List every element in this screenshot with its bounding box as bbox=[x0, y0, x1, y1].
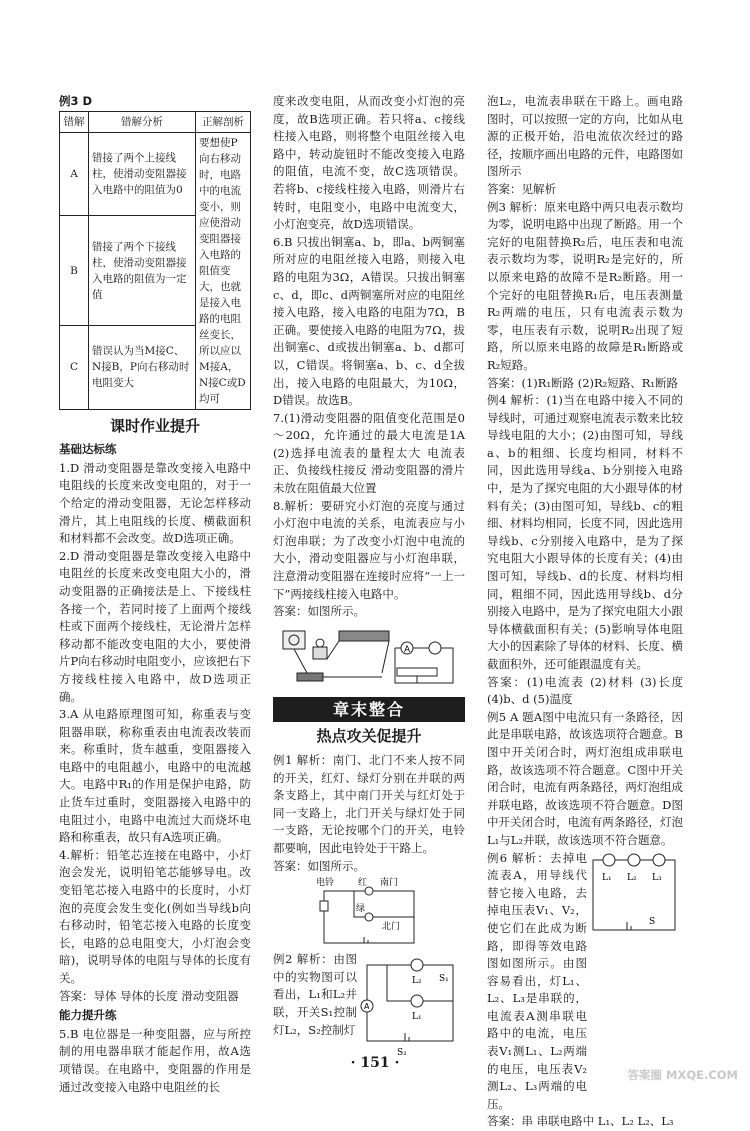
answer-4-result: 答案：导体 导体的长度 滑动变阻器 bbox=[59, 988, 239, 1003]
south-door-label: 南门 bbox=[380, 878, 399, 889]
apparatus-figure bbox=[277, 623, 462, 695]
example-3-head: 例3 D bbox=[59, 94, 93, 108]
example-4-result: 答案：(1)电流表 (2)材料 (3)长度 (4)b、d (5)温度 bbox=[487, 674, 683, 707]
lamp-l2-label: L₂ bbox=[627, 872, 637, 883]
table-row bbox=[60, 132, 251, 216]
series-circuit-figure bbox=[587, 850, 681, 940]
bell-label: 电铃 bbox=[316, 878, 335, 889]
watermark-logo: 答案圈 MXQE.COM bbox=[627, 1068, 738, 1083]
answer-7: 7.(1)滑动变阻器的阻值变化范围是0～20Ω，允许通过的最大电流是1A (2)选择电流表的量程太大 电流表正、负接线柱接反 滑动变阻器的滑片未放在阻值最大位置 bbox=[273, 410, 465, 496]
example-3: 例3 解析：原来电路中两只电表示数均为零，说明电路中出现了断路。用一个完好的电阻替换R₂后，电压表和电流表示数均为零，说明R₂是完好的，所以原来电路的故障不是R₂断路。用一个完好的电阻替换R₁后，电压表测量R₂两端的电压，只有电流表示数为零，电压表有示数，说明R₂出现了短路，所以原来电路的故障是R₁断路或R₂短路。 bbox=[487, 199, 683, 372]
table-header: 错解 bbox=[60, 111, 89, 132]
example-5: 例5 A 题A图中电流只有一条路径，因此是串联电路，故该选项符合题意。B图中开关闭合时，两灯泡组成串联电路，故该选项不符合题意。C图中开关闭合时，电流有两条路径，两灯泡组成并联电路，故该选项不符合题意。D图中开关闭合时，电流有两条路径，灯泡L₁与L₂并联，故该选项不符合题意。 bbox=[487, 709, 683, 847]
row-key: A bbox=[60, 132, 89, 216]
answer-1: 1.D 滑动变阻器是靠改变接入电路中电阻线的长度来改变电阻的，对于一个给定的滑动变阻器，无论怎样移动滑片，其上电阻线的长度、横截面积和材料都不会改变。故D选项正确。 bbox=[59, 460, 251, 546]
column-1 bbox=[59, 93, 251, 1096]
answer-8-result: 答案：如图所示。 bbox=[273, 604, 365, 619]
chapter-heading: 章末整合 bbox=[273, 697, 465, 723]
answer-8: 8.解析：要研究小灯泡的亮度与通过小灯泡中电流的关系，电流表应与小灯泡串联；为了改变小灯泡中电流的大小，滑动变阻器应与小灯泡串联，注意滑动变阻器在连接时应将“一上一下”两接线柱接入电路中。 bbox=[273, 498, 465, 601]
subsection-basic: 基础达标练 bbox=[59, 442, 117, 457]
column-3 bbox=[487, 93, 683, 1131]
example-1: 例1 解析：南门、北门不来人按不同的开关，红灯、绿灯分别在并联的两条支路上，其中南门开关与红灯处于同一支路上，北门开关与绿灯处于同一支路，无论按哪个门的开关，电铃都要响，因此电铃处于干路上。 bbox=[273, 753, 465, 855]
column-2 bbox=[273, 93, 465, 1061]
lamp-l1-label: L₁ bbox=[602, 872, 612, 883]
table-header: 错解分析 bbox=[89, 111, 196, 132]
lamp-l2-label: L₂ bbox=[412, 976, 422, 987]
answer-6: 6.B 只拔出铜塞a、b，即a、b两铜塞所对应的电阻丝接入电路，则接入电路的电阻为3Ω，A错误。只拔出铜塞c、d，即c、d两铜塞所对应的电阻丝接入电路，接入电路的电阻为7Ω，B正确。要使接入电路的电阻为7Ω，拔出铜塞c、d或拔出铜塞a、b、d都可以，C错误。将铜塞a、b、c、d全拔出，接入电路的电阻最大，为10Ω，D错误。故选B。 bbox=[273, 234, 465, 408]
subsection-advanced: 能力提升练 bbox=[59, 1008, 117, 1023]
switch-s1-label: S₁ bbox=[439, 974, 449, 985]
table-header-row bbox=[60, 111, 251, 132]
example-6: 例6 解析：去掉电流表A，用导线代替它接入电路，去掉电压表V₁、V₂，使它们在此成为断路，即得等效电路图如图所示。由图容易看出，灯L₁、L₂、L₃是串联的，电流表A测串联电路中的电流，电压表V₁测L₁、L₂两端的电压，电压表V₂测L₂、L₃两端的电压。 bbox=[487, 850, 587, 1111]
ammeter-symbol: A bbox=[403, 644, 410, 655]
answer-5: 5.B 电位器是一种变阻器，应与所控制的用电器串联才能起作用，故A选项错误。在电路中，变阻器的作用是通过改变接入电路中电阻丝的长 bbox=[59, 1026, 251, 1094]
answer-4: 4.解析：铅笔芯连接在电路中，小灯泡会发光，说明铅笔芯能够导电。改变铅笔芯接入电路中的长度时，小灯泡的亮度会发生变化(例如当导线b向右移动时，铅笔芯接入电路的长度变长，电路的总电阻变大，小灯泡会变暗)，说明导体的电阻与导体的长度有关。 bbox=[59, 847, 251, 985]
ammeter-label: A bbox=[364, 1002, 370, 1012]
answer-3: 3.A 从电路原理图可知，称重表与变阻器串联，称称重表由电流表改装而来。称重时，货车越重，变阻器接入电路中的电阻越小，电路中的电流越大。电路中R₁的作用是保护电路，防止货车过重时，变阻器接入电路中的电阻过小，电路中电流过大而烧坏电路和称重表，故只有A选项正确。 bbox=[59, 707, 251, 845]
row-analysis: 错接了两个上接线柱，使滑动变阻器接入电路中的阻值为0 bbox=[89, 132, 196, 216]
row-key: B bbox=[60, 216, 89, 325]
parallel-circuit-figure bbox=[357, 951, 463, 1061]
answer-2: 2.D 滑动变阻器是靠改变接入电路中电阻丝的长度来改变电阻大小的，滑动变阻器的正确接法是上、下接线柱各接一个，若同时接了上面两个接线柱或下面两个接线柱，无论滑片怎样移动都不能改变电阻的大小，要使滑片P向右移动时电阻变小，应该把右下方接线柱接入电路中，故D选项正确。 bbox=[59, 548, 251, 704]
lamp-l1-label: L₁ bbox=[412, 1012, 422, 1023]
table-header: 正解剖析 bbox=[196, 111, 251, 132]
example-1-result: 答案：如图所示。 bbox=[273, 858, 365, 873]
correct-analysis: 要想使P向右移动时，电路中的电流变小，则应使滑动变阻器接入电路的阻值变大，也就是接入电路的电阻丝变长，所以应以M接A，N接C或D均可 bbox=[196, 132, 251, 409]
example-4: 例4 解析：(1)当在电路中接入不同的导线时，可通过观察电流表示数来比较导线电阻的大小；(2)由图可知，导线a、b的粗细、长度均相同，材料不同，因此选用导线a、b分别接入电路中，是为了探究电阻的大小跟导体的材料有关；(3)由图可知，导线b、c的粗细、材料均相同，长度不同，因此选用导线b、c分别接入电路中，是为了探究电阻大小跟导体的长度有关；(4)由图可知，导线b、d的长度、材料均相同，粗细不同，因此选用导线b、d分别接入电路中，是为了探究电阻大小跟导体横截面积有关；(5)影响导体电阻大小的因素除了导体的材料、长度、横截面积外，还可能跟温度有关。 bbox=[487, 393, 683, 671]
example-2: 例2 解析：由图中的实物图可以看出，L₁和L₂并联，开关S₁控制灯L₂，S₂控制灯 bbox=[273, 952, 357, 1037]
north-door-label: 北门 bbox=[382, 922, 401, 933]
section-title: 课时作业提升 bbox=[109, 416, 200, 435]
bell-circuit-figure bbox=[314, 877, 424, 949]
red-lamp-label: 红 bbox=[358, 878, 368, 889]
section-title-2: 热点攻关促提升 bbox=[316, 727, 422, 746]
switch-s2-label: S₂ bbox=[397, 1048, 407, 1059]
example-2-block bbox=[273, 951, 465, 1061]
example-2-cont: 泡L₂，电流表串联在干路上。画电路图时，可以按照一定的方向，比如从电源的正极开始，沿电流依次经过的路径，按顺序画出电路的元件，电路图如图所示 bbox=[487, 94, 683, 179]
page-number: · 151 · bbox=[350, 1055, 400, 1071]
row-key: C bbox=[60, 325, 89, 409]
error-analysis-table bbox=[59, 111, 251, 410]
row-analysis: 错误认为当M接C、N接B，P向右移动时电阻变大 bbox=[89, 325, 196, 409]
row-analysis: 错接了两个下接线柱，使滑动变阻器接入电路的阻值为一定值 bbox=[89, 216, 196, 325]
example-2-result: 答案：见解析 bbox=[487, 181, 556, 196]
example-6-result: 答案：串 串联电路中 L₁、L₂ L₂、L₃ bbox=[487, 1114, 674, 1129]
answer-5-cont: 度来改变电阻，从而改变小灯泡的亮度，故B选项正确。若只将a、c接线柱接入电路，则将整个电阻丝接入电路中，转动旋钮时不能改变接入电路的阻值，电流不变，故C选项错误。若将b、c接线柱接入电路，则滑片右转时，电阻变小，电路中电流变大，小灯泡变亮，故D选项错误。 bbox=[273, 94, 465, 232]
lamp-l3-label: L₃ bbox=[652, 872, 662, 883]
example-3-result: 答案：(1)R₁断路 (2)R₂短路、R₁断路 bbox=[487, 375, 679, 390]
switch-s-label: S bbox=[649, 916, 656, 927]
green-lamp-label: 绿 bbox=[356, 904, 366, 915]
